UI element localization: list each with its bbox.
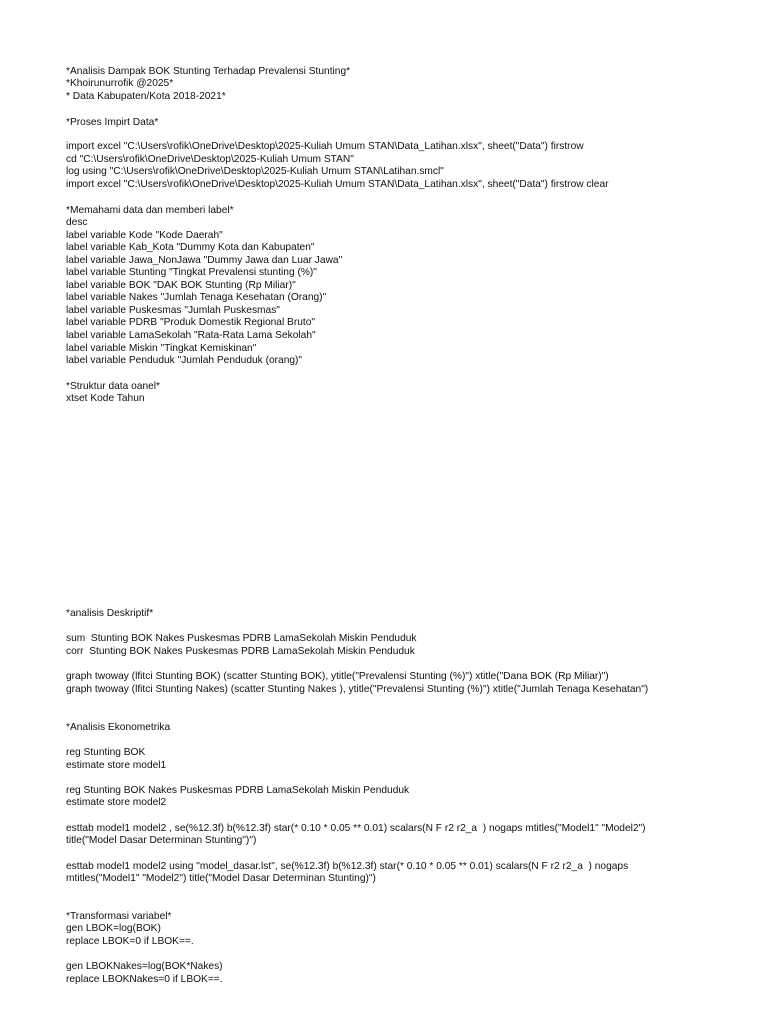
doc-line: replace LBOKNakes=0 if LBOK==.	[66, 974, 223, 985]
doc-line: corr Stunting BOK Nakes Puskesmas PDRB LamaSekolah Miskin Penduduk	[66, 646, 415, 657]
doc-line: replace LBOK=0 if LBOK==.	[66, 936, 194, 947]
doc-line: desc	[66, 217, 88, 228]
doc-line: esttab model1 model2 using "model_dasar.lst", se(%12.3f) b(%12.3f) star(* 0.10 * 0.05 ** 0.01) scalars(N F r2 r2_a ) nogaps	[66, 861, 629, 872]
doc-line: *Proses Impirt Data*	[66, 117, 159, 128]
doc-line: label variable Penduduk "Jumlah Penduduk (orang)"	[66, 355, 303, 366]
doc-line: import excel "C:\Users\rofik\OneDrive\Desktop\2025-Kuliah Umum STAN\Data_Latihan.xlsx", sheet("Data") firstrow	[66, 141, 584, 152]
doc-line: mtitles("Model1" "Model2") title("Model Dasar Determinan Stunting)")	[66, 873, 376, 884]
doc-line: *Memahami data dan memberi label*	[66, 205, 234, 216]
doc-line: log using "C:\Users\rofik\OneDrive\Desktop\2025-Kuliah Umum STAN\Latihan.smcl"	[66, 166, 444, 177]
doc-line: label variable Kode "Kode Daerah"	[66, 230, 223, 241]
doc-line: label variable Nakes "Jumlah Tenaga Kesehatan (Orang)"	[66, 292, 327, 303]
doc-line: label variable Puskesmas "Jumlah Puskesmas"	[66, 305, 280, 316]
doc-line: reg Stunting BOK Nakes Puskesmas PDRB LamaSekolah Miskin Penduduk	[66, 785, 410, 796]
doc-line: label variable Jawa_NonJawa "Dummy Jawa dan Luar Jawa"	[66, 255, 343, 266]
doc-line: sum Stunting BOK Nakes Puskesmas PDRB LamaSekolah Miskin Penduduk	[66, 633, 417, 644]
doc-line: cd "C:\Users\rofik\OneDrive\Desktop\2025-Kuliah Umum STAN"	[66, 154, 354, 165]
doc-line: *Khoirunurrofik @2025*	[66, 78, 174, 89]
doc-line: xtset Kode Tahun	[66, 393, 145, 404]
doc-line: label variable Kab_Kota "Dummy Kota dan Kabupaten"	[66, 242, 315, 253]
doc-line: *Transformasi variabel*	[66, 911, 172, 922]
doc-line: label variable LamaSekolah "Rata-Rata Lama Sekolah"	[66, 330, 316, 341]
doc-line: label variable Stunting "Tingkat Prevalensi stunting (%)"	[66, 267, 317, 278]
doc-line: graph twoway (lfitci Stunting Nakes) (scatter Stunting Nakes ), ytitle("Prevalensi Stunting (%)") xtitle("Jumlah Tenaga Kesehatan")	[66, 684, 649, 695]
doc-line: *Analisis Ekonometrika	[66, 722, 171, 733]
doc-line: label variable BOK "DAK BOK Stunting (Rp Miliar)"	[66, 280, 296, 291]
doc-line: estimate store model2	[66, 797, 167, 808]
doc-line: label variable Miskin "Tingkat Kemiskinan"	[66, 343, 257, 354]
doc-line: estimate store model1	[66, 760, 167, 771]
doc-line: graph twoway (lfitci Stunting BOK) (scatter Stunting BOK), ytitle("Prevalensi Stunting (%)") xtitle("Dana BOK (Rp Miliar)")	[66, 671, 609, 682]
doc-line: *Analisis Dampak BOK Stunting Terhadap Prevalensi Stunting*	[66, 66, 351, 77]
doc-line: *analisis Deskriptif*	[66, 608, 154, 619]
doc-line: gen LBOK=log(BOK)	[66, 923, 161, 934]
doc-line: label variable PDRB "Produk Domestik Regional Bruto"	[66, 317, 316, 328]
doc-line: import excel "C:\Users\rofik\OneDrive\Desktop\2025-Kuliah Umum STAN\Data_Latihan.xlsx", sheet("Data") firstrow clear	[66, 179, 609, 190]
doc-line: esttab model1 model2 , se(%12.3f) b(%12.3f) star(* 0.10 * 0.05 ** 0.01) scalars(N F r2 r2_a ) nogaps mtitles("Model1" "Model2")	[66, 823, 646, 834]
doc-line: *Struktur data oanel*	[66, 381, 161, 392]
doc-line: title("Model Dasar Determinan Stunting")")	[66, 835, 257, 846]
doc-line: gen LBOKNakes=log(BOK*Nakes)	[66, 961, 223, 972]
doc-line: reg Stunting BOK	[66, 747, 146, 758]
doc-line: * Data Kabupaten/Kota 2018-2021*	[66, 91, 226, 102]
